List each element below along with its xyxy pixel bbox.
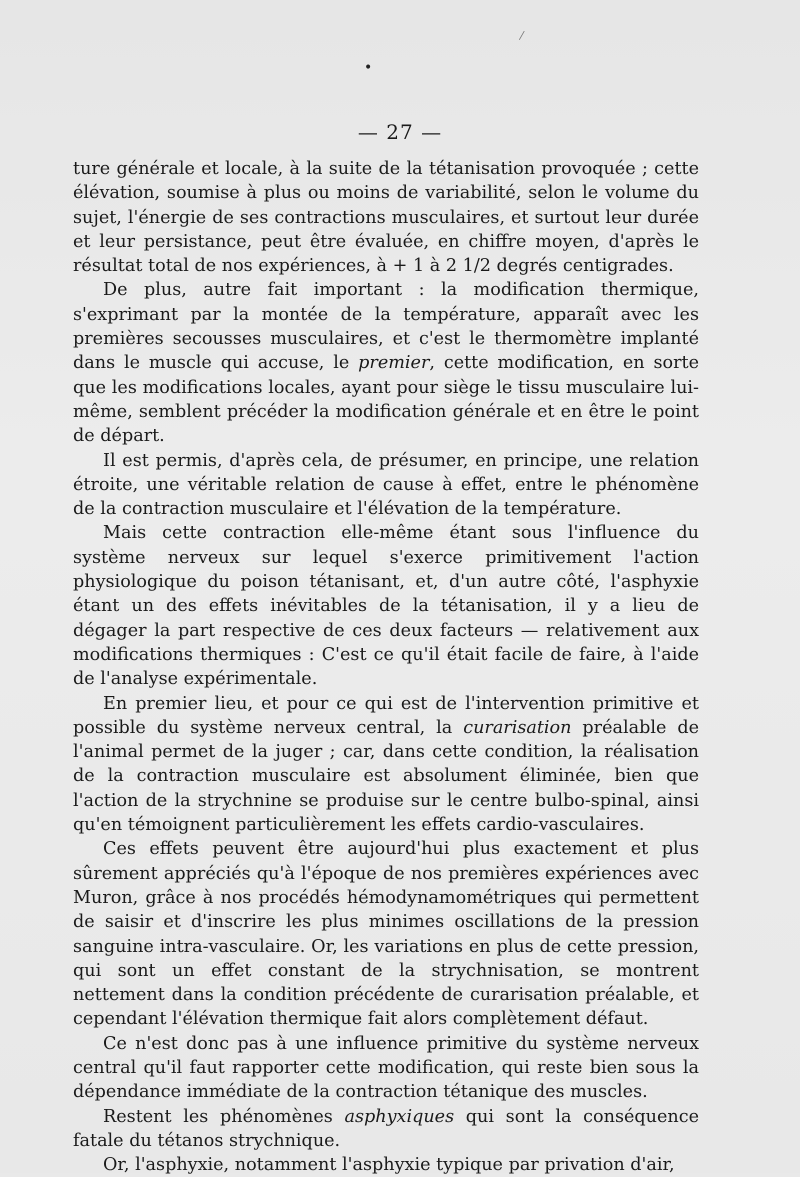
paragraph-7: Ce n'est donc pas à une influence primitive du système nerveux central qu'il faut rapporter cette modification, qui reste bien sous la dépendance immédiate de la contraction tétanique des muscles. — [73, 1033, 699, 1103]
emphasis-premier: premier — [358, 353, 430, 374]
ink-dot: • — [364, 60, 373, 76]
paragraph-3: Il est permis, d'après cela, de présumer, en principe, une relation étroite, une véritable relation de cause à effet, entre le phénomène de la contraction musculaire et l'élévation de la température. — [73, 450, 699, 520]
paragraph-8: Restent les phénomènes asphyxiques qui sont la conséquence fatale du tétanos strychnique. — [73, 1106, 699, 1151]
paragraph-5: En premier lieu, et pour ce qui est de l'intervention primitive et possible du système nerveux central, la curarisation préalable de l'animal permet de la juger ; car, dans cette condition, la réalisation de la contraction musculaire est absolument éliminée, bien que l'action de la strychnine se produise sur le centre bulbo-spinal, ainsi qu'en témoignent particulièrement les effets cardio-vasculaires. — [73, 693, 699, 836]
ink-mark: | — [517, 29, 526, 42]
emphasis-asphyxiques: asphyxiques — [344, 1106, 455, 1127]
paragraph-9: Or, l'asphyxie, notamment l'asphyxie typique par privation d'air, — [103, 1155, 675, 1176]
paragraph-6: Ces effets peuvent être aujourd'hui plus exactement et plus sûrement appréciés qu'à l'époque de nos premières expériences avec Muron, grâce à nos procédés hémodynamométriques qui permettent de saisir et d'inscrire les plus minimes oscillations de la pression sanguine intra-vasculaire. Or, les variations en plus de cette pression, qui sont un effet constant de la strychnisation, se montrent nettement dans la condition précédente de curarisation préalable, et cependant l'élévation thermique fait alors complètement défaut. — [73, 839, 699, 1030]
paragraph-2: De plus, autre fait important : la modification thermique, s'exprimant par la montée de la température, apparaît avec les premières secousses musculaires, et c'est le thermomètre implanté dans le muscle qui accuse, le premier, cette modification, en sorte que les modifications locales, ayant pour siège le tissu musculaire lui-même, semblent précéder la modification générale et en être le point de départ. — [73, 280, 699, 447]
emphasis-curarisation: curarisation — [463, 717, 572, 738]
paragraph-1: ture générale et locale, à la suite de la tétanisation provoquée ; cette élévation, soumise à plus ou moins de variabilité, selon le volume du sujet, l'énergie de ses contractions musculaires, et surtout leur durée et leur persistance, peut être évaluée, en chiffre moyen, d'après le résultat total de nos expériences, à + 1 à 2 1/2 degrés centigrades. — [73, 159, 699, 277]
page-number: — 27 — — [357, 120, 443, 144]
paragraph-4: Mais cette contraction elle-même étant sous l'influence du système nerveux sur lequel s'exerce primitivement l'action physiologique du poison tétanisant, et, d'un autre côté, l'asphyxie étant un des effets inévitables de la tétanisation, il y a lieu de dégager la part respective de ces deux facteurs — relativement aux modifications thermiques : C'est ce qu'il était facile de faire, à l'aide de l'analyse expérimentale. — [73, 523, 699, 690]
body-text — [73, 157, 699, 1177]
